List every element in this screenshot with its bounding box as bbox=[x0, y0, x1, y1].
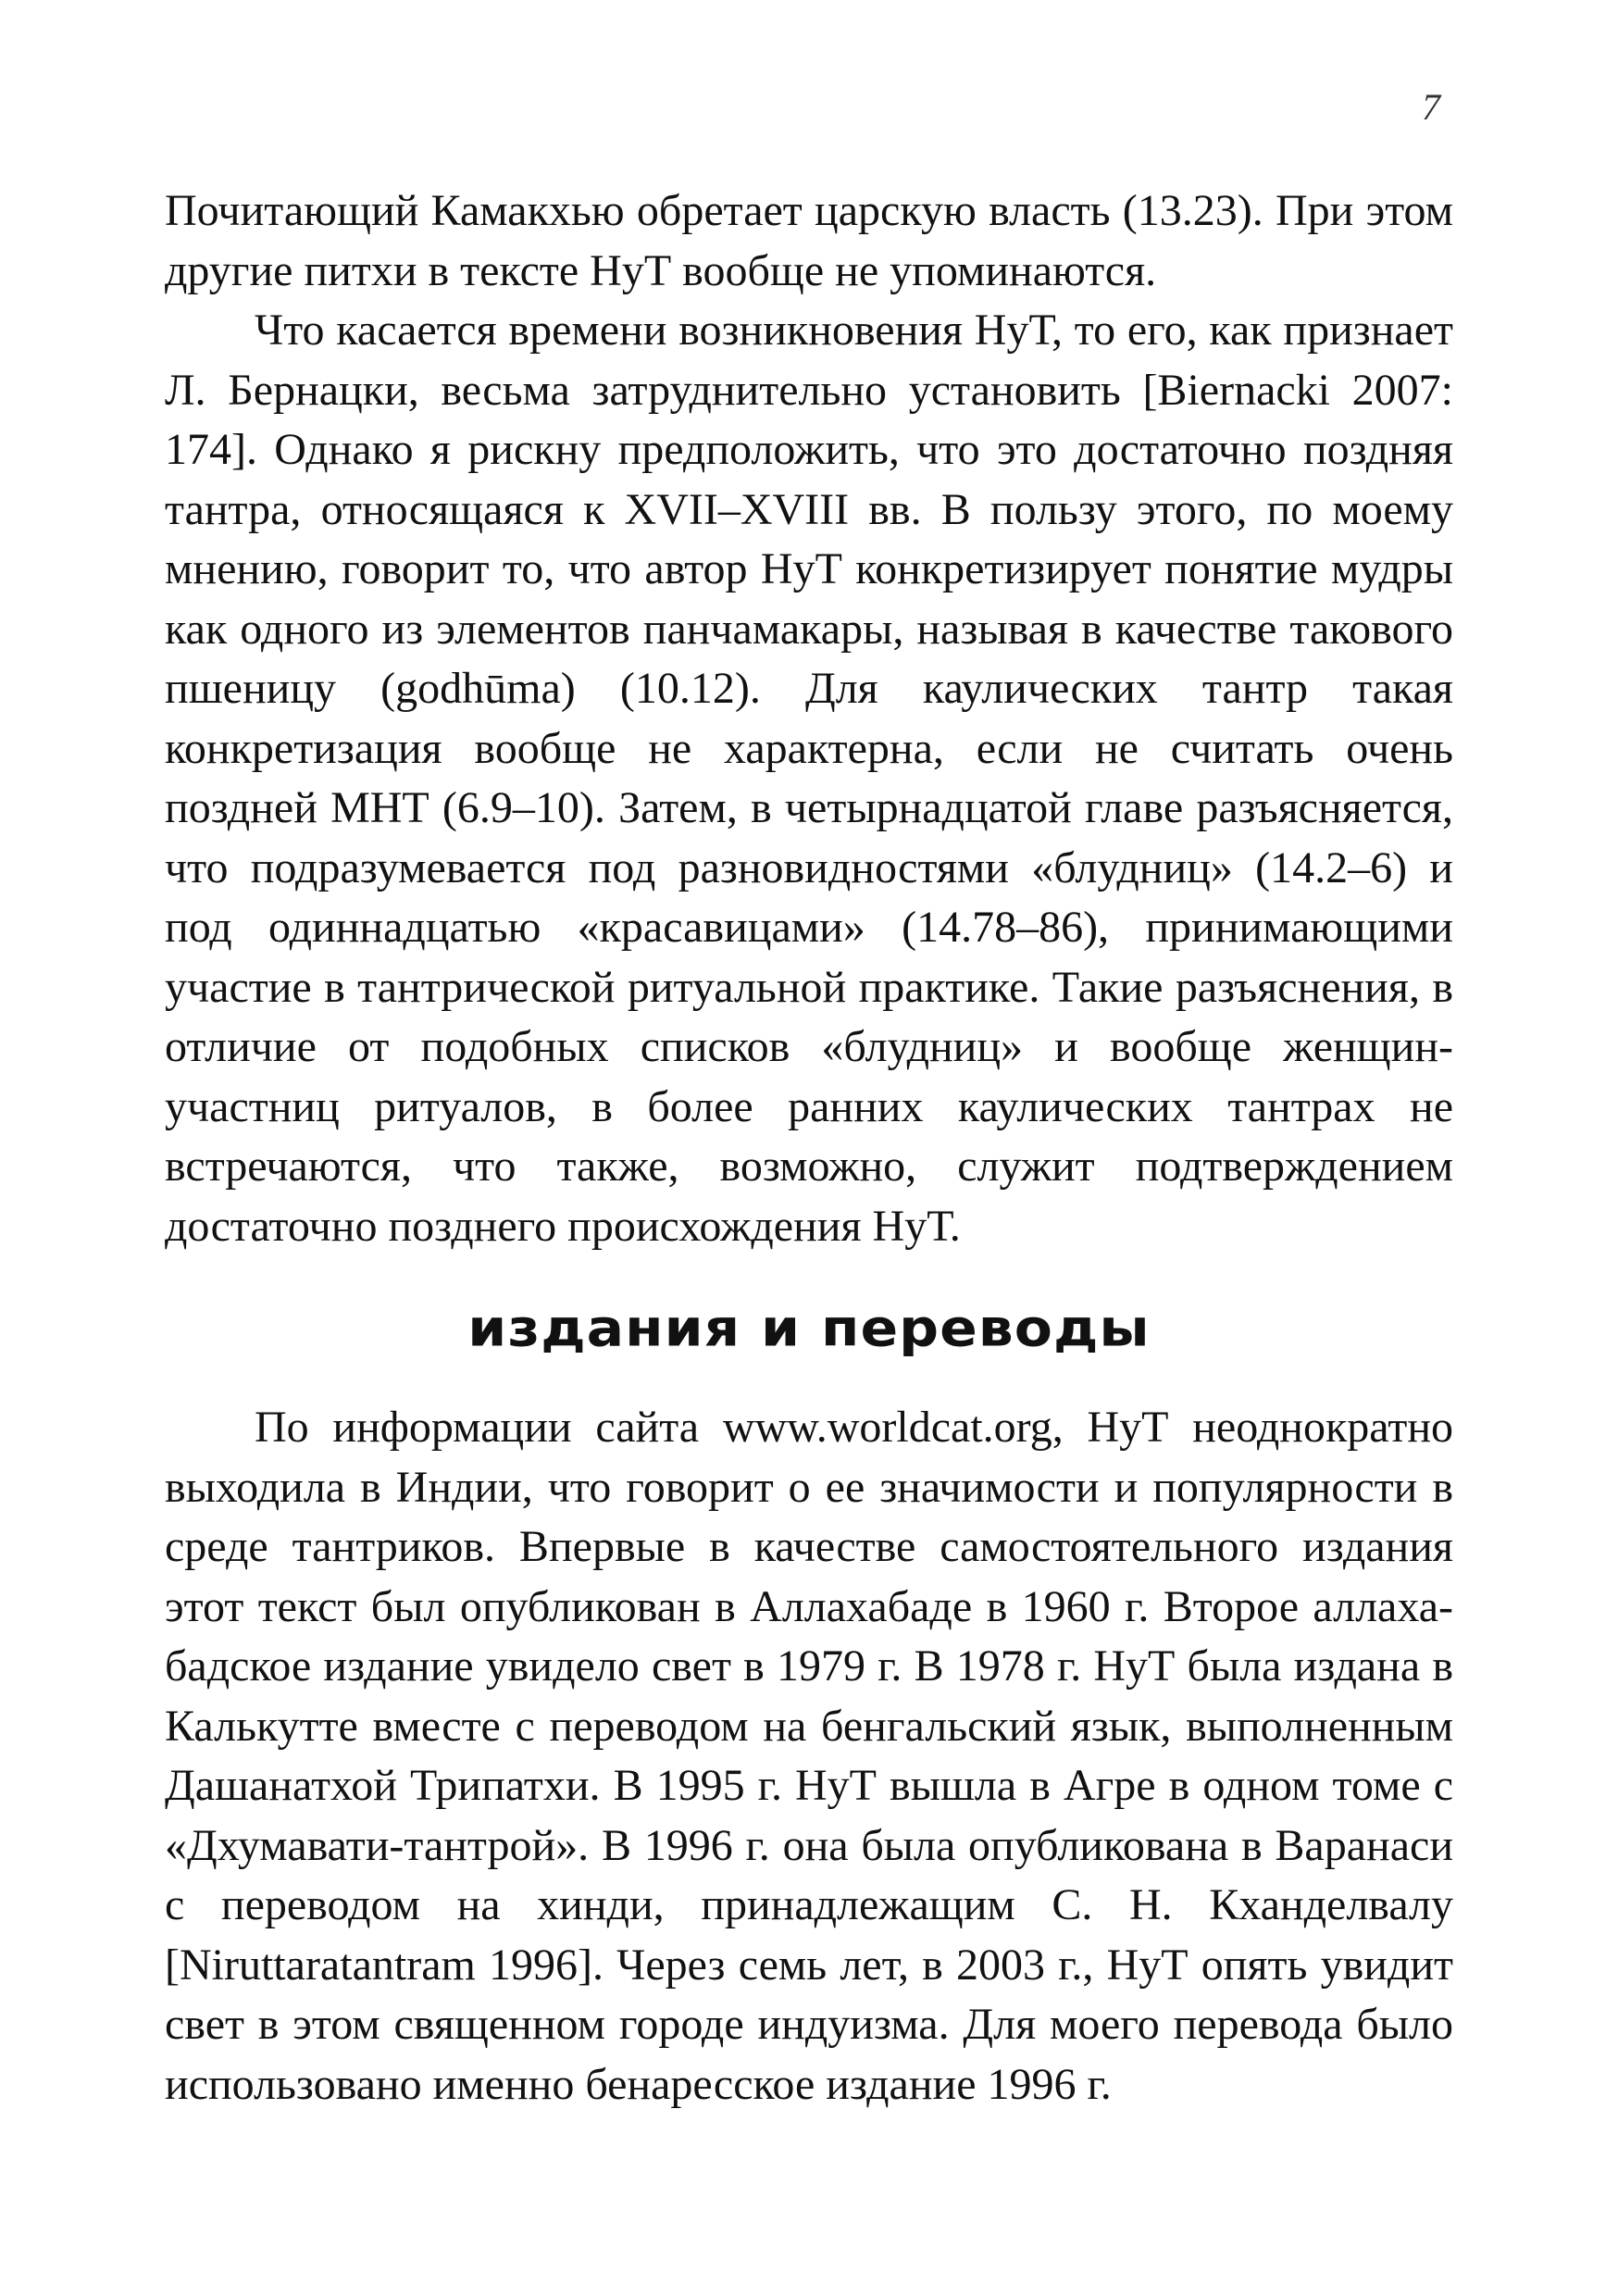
paragraph: Что касается времени возникновения НуТ, то его, как признает Л. Бернацки, весьма затруднительно установить [Biernacki 2007: 174]. Однако я рискну предположить, что это достаточно поздняя тантра, относящаяся к XVII–XVIII вв. В пользу этого, по моему мнению, говорит то, что автор НуТ конкретизирует понятие мудры как одного из элементов панчамакары, называя в качестве такового пшеницу (godhūma) (10.12). Для каулических тантр такая конкретизация вообще не характерна, если не считать очень поздней МНТ (6.9–10). Затем, в четырнадцатой главе разъясняется, что подразумевается под разновидностями «блудниц» (14.2–6) и под одиннадцатью «красавицами» (14.78–86), принимающими участие в тантрической ритуальной практике. Такие разъяснения, в отличие от подобных списков «блудниц» и вообще женщин-участниц ритуалов, в более ранних каулических тантрах не встречаются, что также, возможно, служит подтверждением достаточно позднего происхождения НуТ. bbox=[165, 306, 1453, 1251]
section-heading: издания и переводы bbox=[467, 1298, 1151, 1359]
body-section-1 bbox=[165, 181, 1453, 1256]
paragraph: Почитающий Камакхью обретает царскую власть (13.23). При этом другие питхи в тексте НуТ вообще не упоминаются. bbox=[165, 186, 1453, 295]
body-section-2 bbox=[165, 1398, 1453, 2115]
paragraph: По информации сайта www.worldcat.org, НуТ неоднократно выходила в Индии, что говорит о ее значимости и популярности в среде тантриков. Впервые в качестве самостоятельного издания этот текст был опубликован в Аллахабаде в 1960 г. Второе аллахабадское издание увидело свет в 1979 г. В 1978 г. НуТ была издана в Калькутте вместе с переводом на бенгальский язык, выполненным Дашанатхой Трипатхи. В 1995 г. НуТ вышла в Агре в одном томе с «Дхумавати-тантрой». В 1996 г. она была опубликована в Варанаси с переводом на хинди, принадлежащим С. Н. Кханделвалу [Niruttaratantram 1996]. Через семь лет, в 2003 г., НуТ опять увидит свет в этом священном городе индуизма. Для моего перевода было использовано именно бенаресское издание 1996 г. bbox=[165, 1403, 1453, 2109]
page-number: 7 bbox=[1422, 86, 1440, 128]
